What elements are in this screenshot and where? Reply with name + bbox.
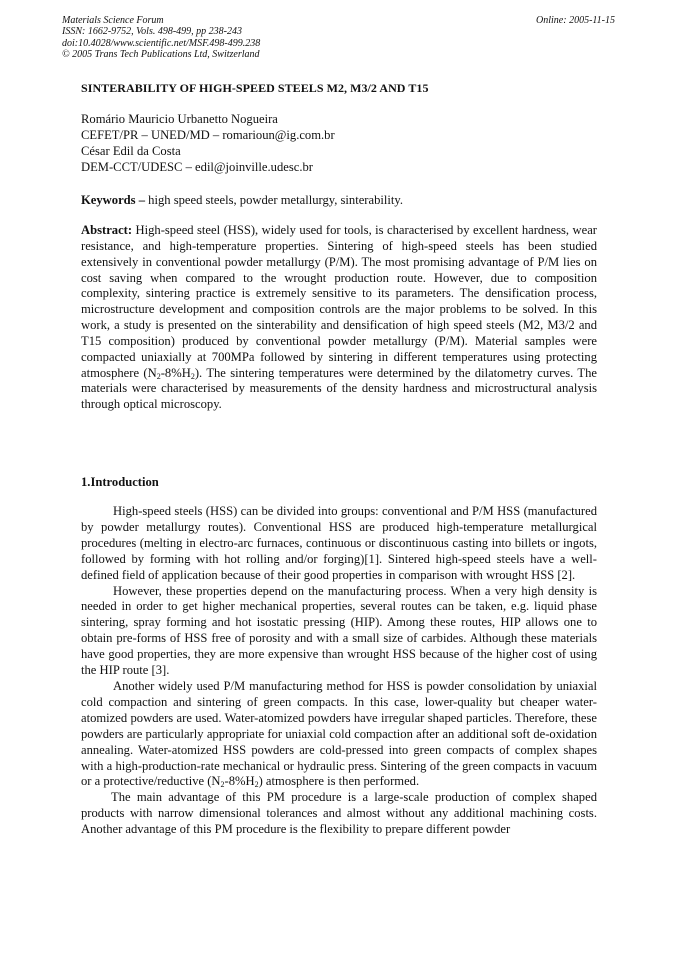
author-affiliation: DEM-CCT/UDESC – edil@joinville.udesc.br [81, 160, 313, 174]
keywords-line [81, 192, 601, 208]
paragraph [81, 679, 597, 790]
paragraph-text: Another widely used P/M manufacturing method for HSS is powder consolidation by uniaxial cold compaction and sintering of green compacts. In this case, lower-quality but cheaper water-atomized powders are used. Water-atomized powders have irregular shaped particles. Therefore, these powders are particularly appropriate for uniaxial cold compaction after an additional soft de-oxidation annealing. Water-atomized HSS powders are cold-pressed into green compacts of complex shapes with a high-production-rate mechanical or hydraulic press. Sintering of the green compacts in vacuum or a protective/reductive (N [81, 678, 597, 789]
author-name: César Edil da Costa [81, 144, 181, 158]
subscript: 2 [254, 780, 259, 790]
abstract-text-end: ). The sintering temperatures were determined by the dilatometry curves. The materials were characterised by measurements of the density hardness and microstructural analysis through optical microscopy. [81, 365, 597, 412]
abstract-formula-text: -8%H [160, 365, 191, 380]
paragraph: The main advantage of this PM procedure is a large-scale production of complex shaped products with narrow dimensional tolerances and almost without any additional machining costs. Another advantage of this PM procedure is the flexibility to prepare different powder [81, 790, 597, 837]
author-name: Romário Mauricio Urbanetto Nogueira [81, 112, 278, 126]
doi-line: doi:10.4028/www.scientific.net/MSF.498-499.238 [62, 37, 261, 49]
subscript: 2 [220, 780, 225, 790]
online-date: Online: 2005-11-15 [536, 15, 615, 26]
abstract-label: Abstract: [81, 223, 133, 237]
subscript: 2 [156, 371, 161, 381]
introduction-body [81, 504, 597, 838]
paragraph: However, these properties depend on the manufacturing process. When a very high density is needed in order to get higher mechanical properties, several routes can be taken, e.g. liquid phase sintering, spray forming and hot isostatic pressing (HIP). Among these routes, HIP allows one to obtain pre-forms of HSS free of porosity and with a small size of carbides. Although these materials have good properties, they are more expensive than wrought HSS because of the higher cost of using the HIP route [3]. [81, 583, 597, 678]
running-head [62, 15, 615, 61]
abstract-text: High-speed steel (HSS), widely used for tools, is characterised by excellent hardness, wear resistance, and high-temperature properties. Sintering of high-speed steels has been studied extensively in conventional powder metallurgy (P/M). The most promising advantage of P/M lies on cost saving when compared to the wrought production route. However, due to composition complexity, sintering practice is extremely sensitive to its parameters. The densification process, microstructure development and composition controls are the major problems to be solved. In this work, a study is presented on the sinterability and densification of high speed steels (M2, M3/2 and T15 composition) produced by conventional powder metallurgy (P/M). Material samples were compacted uniaxially at 700MPa followed by sintering in different temperatures using protecting atmosphere (N [81, 223, 597, 380]
author-block [81, 111, 601, 175]
author-affiliation: CEFET/PR – UNED/MD – romarioun@ig.com.br [81, 128, 335, 142]
formula-text: -8%H [224, 774, 255, 789]
section-heading-introduction: 1.Introduction [81, 475, 159, 489]
journal-name: Materials Science Forum [62, 15, 164, 26]
keywords-text: high speed steels, powder metallurgy, sinterability. [145, 193, 404, 207]
issn-line: ISSN: 1662-9752, Vols. 498-499, pp 238-243 [62, 26, 242, 38]
keywords-label: Keywords – [81, 193, 146, 207]
paper-title: SINTERABILITY OF HIGH-SPEED STEELS M2, M3/2 AND T15 [81, 81, 429, 95]
copyright-line: © 2005 Trans Tech Publications Ltd, Switzerland [62, 49, 260, 61]
abstract [81, 223, 597, 413]
subscript: 2 [190, 371, 195, 381]
paragraph-text-end: ) atmosphere is then performed. [258, 774, 420, 789]
paragraph: High-speed steels (HSS) can be divided into groups: conventional and P/M HSS (manufactured by powder metallurgy routes). Conventional HSS are produced high-temperature metallurgical procedures (melting in electro-arc furnaces, continuous or discontinuous casting into billets or ingots, followed by forming with hot rolling and/or forging)[1]. Sintered high-speed steels have a well-defined field of application because of their good properties in comparison with wrought HSS [2]. [81, 504, 597, 582]
